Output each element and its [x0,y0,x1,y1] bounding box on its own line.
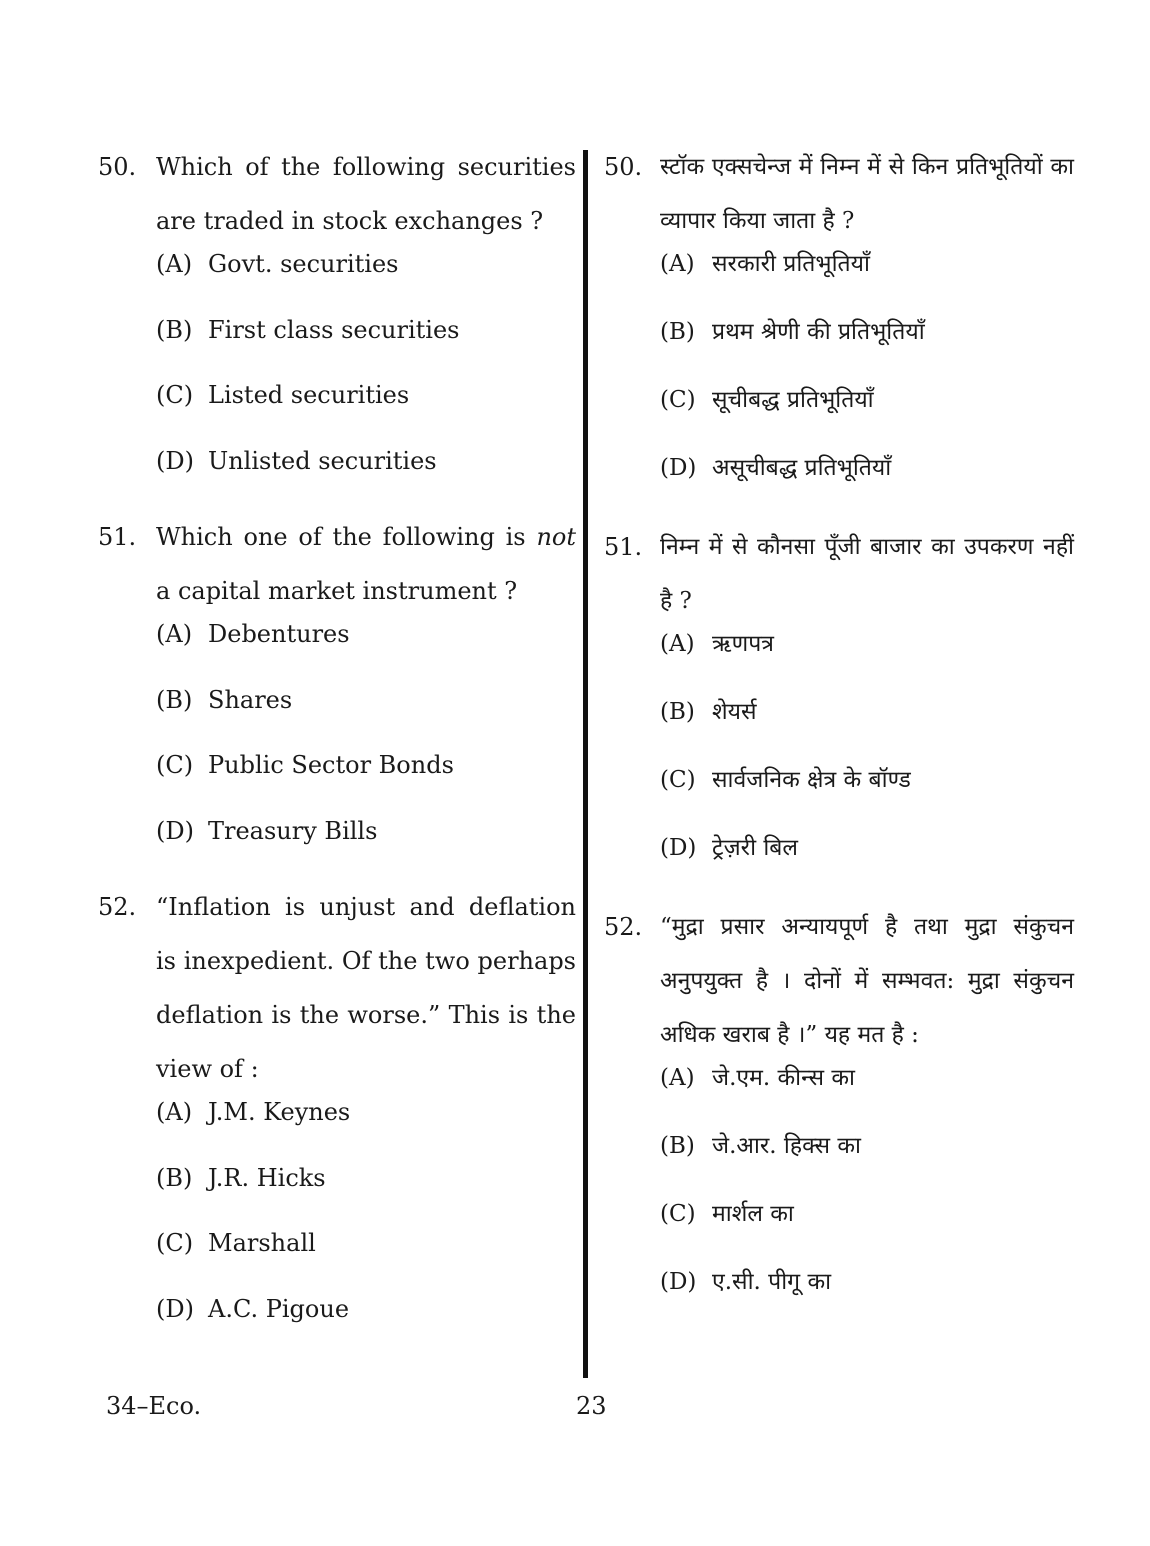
page-number: 23 [576,1392,607,1420]
question-text: निम्न में से कौनसा पूँजी बाजार का उपकरण नहीं है ? [660,534,1074,614]
option-b: (B) First class securities [156,315,460,344]
question-number: 51. [604,533,643,561]
option-d: (D) Unlisted securities [156,446,437,475]
column-divider [583,150,588,1378]
question-51 [98,510,576,880]
question-text: “मुद्रा प्रसार अन्यायपूर्ण है तथा मुद्रा संकुचन अनुपयुक्त है । दोनों में सम्भवत: मुद्रा संकुचन अधिक खराब है ।” यह मत है : [660,914,1074,1048]
question-number: 51. [98,523,137,551]
question-number: 52. [604,913,643,941]
option-d: (D) ट्रेज़री बिल [660,835,799,861]
option-a: (A) जे.एम. कीन्स का [660,1065,855,1091]
option-c: (C) Public Sector Bonds [156,751,454,779]
paper-code: 34–Eco. [106,1392,202,1420]
question-text: “Inflation is unjust and deflation is inexpedient. Of the two perhaps deflation is the worse.” This is the view of : [156,893,576,1083]
options-list [156,618,576,880]
question-number: 52. [98,893,137,921]
options-list [660,1062,1074,1334]
option-c: (C) सूचीबद्ध प्रतिभूतियाँ [660,387,874,413]
option-c: (C) Listed securities [156,381,410,409]
options-list [660,248,1074,520]
option-a: (A) Govt. securities [156,250,399,278]
question-number: 50. [98,153,137,181]
question-text: स्टॉक एक्सचेन्ज में निम्न में से किन प्रतिभूतियों का व्यापार किया जाता है ? [660,154,1074,234]
option-c: (C) मार्शल का [660,1201,794,1227]
option-d: (D) A.C. Pigoue [156,1294,350,1323]
question-number: 50. [604,153,643,181]
option-a: (A) ऋणपत्र [660,631,775,657]
question-50 [98,140,576,510]
option-b: (B) जे.आर. हिक्स का [660,1133,861,1159]
options-list [156,248,576,510]
english-column [98,140,576,1358]
question-52 [98,880,576,1358]
question-51-hindi [604,520,1074,900]
option-a: (A) J.M. Keynes [156,1098,351,1126]
option-a: (A) Debentures [156,620,350,648]
question-text: Which of the following securities are traded in stock exchanges ? [156,153,576,235]
emphasis-not: not [536,523,576,551]
option-b: (B) Shares [156,685,293,714]
option-b: (B) प्रथम श्रेणी की प्रतिभूतियाँ [660,319,925,345]
option-d: (D) Treasury Bills [156,816,378,845]
option-a: (A) सरकारी प्रतिभूतियाँ [660,251,870,277]
option-d: (D) असूचीबद्ध प्रतिभूतियाँ [660,455,892,481]
options-list [156,1096,576,1358]
question-text: Which one of the following is not a capital market instrument ? [156,523,576,605]
options-list [660,628,1074,900]
question-50-hindi [604,140,1074,520]
question-52-hindi [604,900,1074,1334]
option-b: (B) शेयर्स [660,699,757,725]
option-c: (C) सार्वजनिक क्षेत्र के बॉण्ड [660,767,911,793]
option-d: (D) ए.सी. पीगू का [660,1269,832,1295]
option-b: (B) J.R. Hicks [156,1163,326,1192]
hindi-column [604,140,1074,1334]
option-c: (C) Marshall [156,1229,316,1257]
